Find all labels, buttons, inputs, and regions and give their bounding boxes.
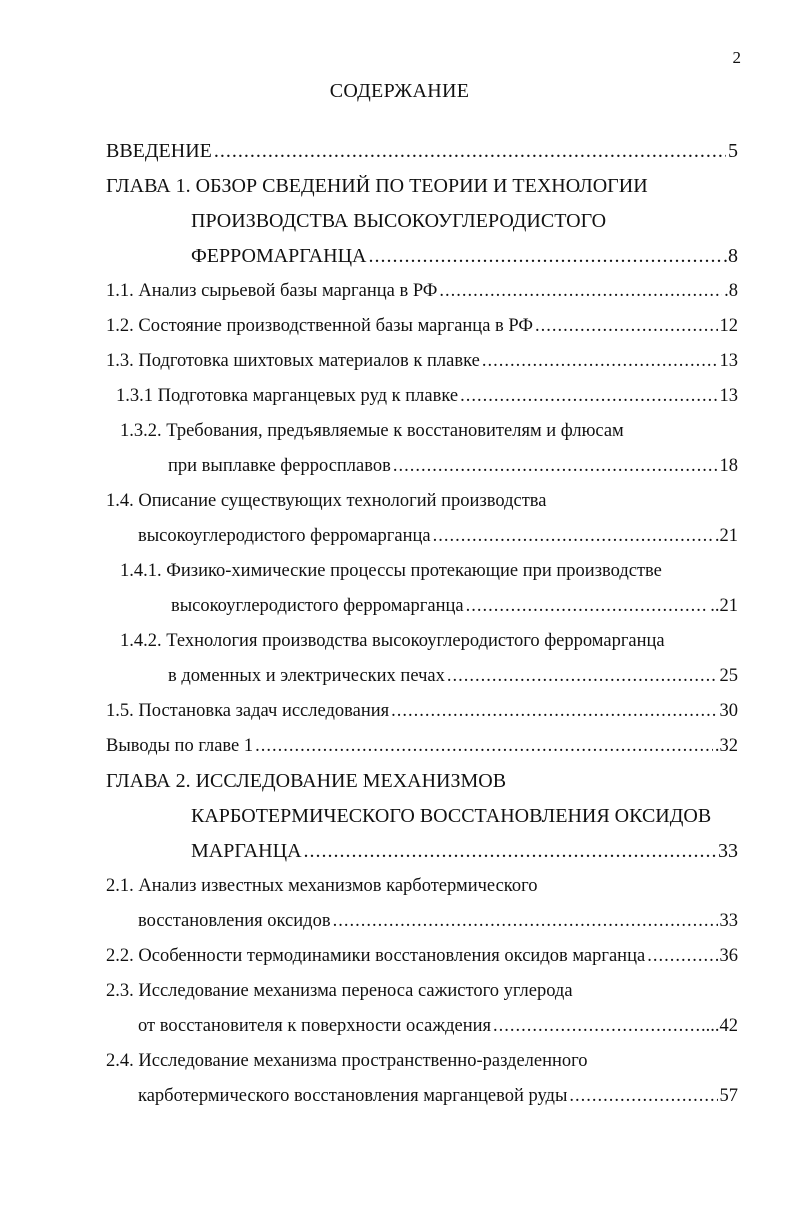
toc-entry-text: Выводы по главе 1 [106,736,254,756]
toc-page-number: 36 [719,946,738,966]
toc-entry-2-2[interactable] [106,939,738,974]
toc-entry-chapter-2[interactable] [106,764,738,799]
toc-entry-2-1[interactable] [106,869,738,904]
toc-page-number: 5 [728,140,738,162]
toc-entry-text: в доменных и электрических печах [168,666,445,686]
toc-entry-text: восстановления оксидов [138,911,331,931]
toc-leader-dots [214,134,726,169]
toc-entry-text: 2.2. Особенности термодинамики восстановления оксидов марганца [106,946,646,966]
toc-entry-2-4[interactable] [106,1044,738,1079]
toc-page-number: .8 [724,281,738,301]
toc-entry-2-3-cont [106,1009,738,1044]
toc-entry-chapter-1-cont [106,239,738,274]
toc-entry-1-4-2[interactable] [106,624,738,659]
toc-leader-dots [304,834,716,869]
toc-leader-dots [647,939,717,974]
toc-entry-1-4-cont [106,519,738,554]
toc-entry-text: МАРГАНЦА [191,840,302,862]
toc-entry-text: 1.4. Описание существующих технологий производства [106,491,547,511]
toc-entry-conclusions-chapter-1[interactable] [106,729,738,764]
page-number: 2 [732,48,741,67]
toc-entry-text: ГЛАВА 1. ОБЗОР СВЕДЕНИЙ ПО ТЕОРИИ И ТЕХНОЛОГИИ [106,175,648,197]
toc-entry-text: 1.4.2. Технология производства высокоуглеродистого ферромарганца [120,631,665,651]
toc-leader-dots [460,379,717,414]
toc-entry-text: ГЛАВА 2. ИССЛЕДОВАНИЕ МЕХАНИЗМОВ [106,770,507,792]
toc-leader-dots [493,1009,699,1044]
toc-page-number: ....42 [701,1016,738,1036]
toc-entry-2-4-cont [106,1079,738,1114]
toc-page-number: 33 [719,911,738,931]
toc-entry-1-3-2[interactable] [106,414,738,449]
toc-entry-text: 1.3.1 Подготовка марганцевых руд к плавке [116,386,459,406]
toc-entry-chapter-2-cont [106,799,738,834]
toc-entry-text: 2.4. Исследование механизма пространственно-разделенного [106,1051,588,1071]
toc-leader-dots [333,904,718,939]
toc-entry-1-3-1[interactable] [106,379,738,414]
toc-page-number: .21 [714,526,738,546]
toc-entry-1-3[interactable] [106,344,738,379]
toc-leader-dots [433,519,713,554]
toc-page-number: 12 [719,316,738,336]
toc-entry-text: ВВЕДЕНИЕ [106,140,212,162]
toc-entry-text: ПРОИЗВОДСТВА ВЫСОКОУГЛЕРОДИСТОГО [191,210,607,232]
toc-leader-dots [393,449,718,484]
toc-entry-text: 1.3.2. Требования, предъявляемые к восстановителям и флюсам [120,421,624,441]
toc-entry-text: 1.1. Анализ сырьевой базы марганца в РФ [106,281,438,301]
toc-leader-dots [535,309,718,344]
toc-entry-1-5[interactable] [106,694,738,729]
toc-entry-text: 2.3. Исследование механизма переноса сажистого углерода [106,981,573,1001]
toc-entry-1-3-2-cont [106,449,738,484]
toc-entry-text: 1.2. Состояние производственной базы марганца в РФ [106,316,533,336]
toc-leader-dots [569,1079,717,1114]
toc-entry-1-4[interactable] [106,484,738,519]
toc-entry-text: высокоуглеродистого ферромарганца [138,526,431,546]
table-of-contents [106,134,738,1114]
toc-page-number: .32 [714,736,738,756]
toc-entry-text: 1.4.1. Физико-химические процессы протекающие при производстве [120,561,662,581]
toc-entry-text: карботермического восстановления марганцевой руды [138,1086,568,1106]
toc-entry-text: при выплавке ферросплавов [168,456,391,476]
toc-leader-dots [466,589,709,624]
toc-page-number: 13 [719,351,738,371]
toc-leader-dots [255,729,713,764]
toc-leader-dots [391,694,717,729]
toc-entry-text: высокоуглеродистого ферромарганца [171,596,464,616]
toc-entry-introduction[interactable] [106,134,738,169]
toc-page-number: 18 [719,456,738,476]
toc-entry-text: 2.1. Анализ известных механизмов карботермического [106,876,538,896]
toc-leader-dots [439,274,722,309]
toc-entry-2-1-cont [106,904,738,939]
toc-entry-1-2[interactable] [106,309,738,344]
toc-page-number: 30 [719,701,738,721]
toc-entry-2-3[interactable] [106,974,738,1009]
toc-title: СОДЕРЖАНИЕ [329,80,470,102]
toc-leader-dots [482,344,718,379]
toc-page-number: .8 [723,245,738,267]
toc-entry-chapter-1-cont [106,204,738,239]
toc-page-number: 57 [719,1086,738,1106]
toc-page-number: 25 [719,666,738,686]
toc-entry-chapter-2-cont [106,834,738,869]
toc-entry-1-1[interactable] [106,274,738,309]
toc-page-number: 13 [719,386,738,406]
toc-entry-1-4-2-cont [106,659,738,694]
toc-page-number: 33 [718,840,738,862]
toc-entry-1-4-1[interactable] [106,554,738,589]
toc-leader-dots [447,659,718,694]
toc-entry-text: 1.3. Подготовка шихтовых материалов к плавке [106,351,480,371]
toc-entry-text: от восстановителя к поверхности осаждения [138,1016,492,1036]
toc-entry-text: КАРБОТЕРМИЧЕСКОГО ВОССТАНОВЛЕНИЯ ОКСИДОВ [191,805,712,827]
toc-entry-text: ФЕРРОМАРГАНЦА [191,245,367,267]
toc-entry-chapter-1[interactable] [106,169,738,204]
toc-entry-text: 1.5. Постановка задач исследования [106,701,390,721]
toc-entry-1-4-1-cont [106,589,738,624]
toc-leader-dots [368,239,721,274]
toc-page-number: ..21 [710,596,738,616]
